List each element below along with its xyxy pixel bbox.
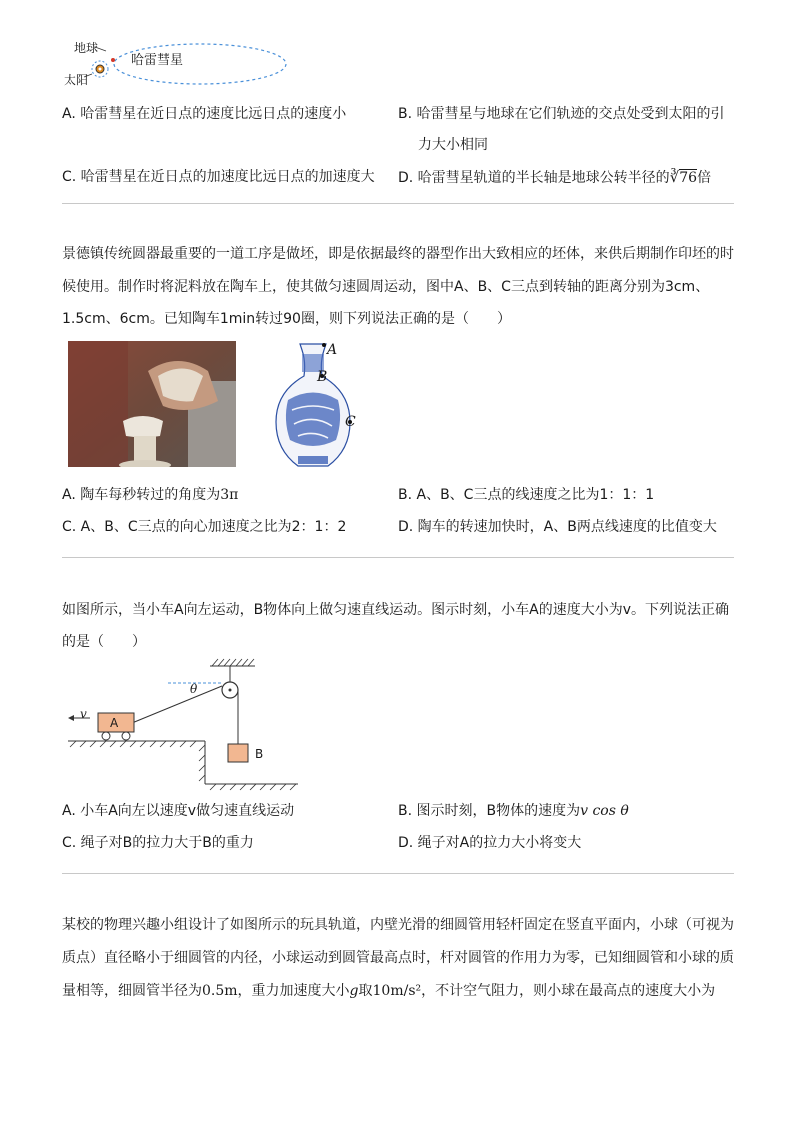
q4-stem-line1: 某校的物理兴趣小组设计了如图所示的玩具轨道，内壁光滑的细圆管用轻杆固定在竖直平面内，小球（可视为 bbox=[62, 917, 734, 933]
q1-option-b-line2: 力大小相同 bbox=[418, 137, 488, 153]
q1-option-d-suffix: 倍 bbox=[697, 170, 712, 186]
q3-label-v: v bbox=[80, 707, 87, 721]
q1-option-d: D. 哈雷彗星轨道的半长轴是地球公转半径的∛76倍 bbox=[398, 168, 712, 186]
point-a-marker bbox=[322, 343, 326, 347]
pottery-wheel-photo bbox=[68, 341, 236, 467]
q2-option-a-prefix: A. 陶车每秒转过的角度为 bbox=[62, 487, 221, 503]
vase-label-b: B bbox=[317, 369, 328, 385]
q3-option-b-math: v cos θ bbox=[580, 803, 629, 819]
q2-option-b: B. A、B、C三点的线速度之比为1：1：1 bbox=[398, 487, 655, 503]
q2-option-c: C. A、B、C三点的向心加速度之比为2：1：2 bbox=[62, 519, 347, 535]
q3-option-c: C. 绳子对B的拉力大于B的重力 bbox=[62, 835, 254, 851]
q4-stem-line3-b: ，重力加速度大小 bbox=[237, 983, 350, 999]
divider-1 bbox=[62, 203, 734, 204]
q1-option-d-prefix: D. 哈雷彗星轨道的半长轴是地球公转半径的 bbox=[398, 170, 670, 186]
divider-3 bbox=[62, 873, 734, 874]
q2-stem-line1: 景德镇传统圆器最重要的一道工序是做坯，即是依据最终的器型作出大致相应的坯体，来供后期制作印坯的时 bbox=[62, 246, 734, 262]
q4-radius-value: 0.5m bbox=[202, 983, 238, 999]
pulley-cart-figure bbox=[60, 656, 305, 792]
q3-option-b bbox=[398, 801, 629, 821]
divider-2 bbox=[62, 557, 734, 558]
q3-label-theta: θ bbox=[190, 682, 198, 696]
q3-label-a: A bbox=[110, 716, 119, 730]
comet-icon bbox=[111, 58, 115, 62]
q1-option-c: C. 哈雷彗星在近日点的加速度比远日点的加速度大 bbox=[62, 169, 375, 185]
earth-label: 地球 bbox=[74, 41, 99, 55]
q2-option-a bbox=[62, 485, 238, 505]
q4-stem-line2: 质点）直径略小于细圆管的内径，小球运动到圆管最高点时，杆对圆管的作用力为零，已知细圆管和小球的质 bbox=[62, 950, 734, 966]
q4-g-value: 10m/s² bbox=[372, 983, 422, 999]
q4-stem-line3 bbox=[62, 981, 715, 1001]
q1-option-a: A. 哈雷彗星在近日点的速度比远日点的速度小 bbox=[62, 106, 347, 122]
velocity-arrow-icon bbox=[68, 715, 74, 721]
q1-option-d-root: 76 bbox=[679, 170, 698, 186]
block-b bbox=[228, 744, 248, 762]
sun-label: 太阳 bbox=[64, 73, 89, 87]
q3-option-b-prefix: B. 图示时刻，B物体的速度为 bbox=[398, 803, 581, 819]
q2-stem-line3: 1.5cm、6cm。已知陶车1min转过90圈，则下列说法正确的是（ ） bbox=[62, 311, 511, 327]
q2-option-a-math: 3π bbox=[220, 487, 239, 503]
q3-label-b: B bbox=[255, 747, 264, 761]
q3-option-a: A. 小车A向左以速度v做匀速直线运动 bbox=[62, 803, 295, 819]
q3-option-d: D. 绳子对A的拉力大小将变大 bbox=[398, 835, 582, 851]
q2-option-d: D. 陶车的转速加快时，A、B两点线速度的比值变大 bbox=[398, 519, 717, 535]
q3-stem-line2: 的是（ ） bbox=[62, 634, 146, 650]
comet-label: 哈雷彗星 bbox=[131, 53, 184, 68]
q4-stem-line3-d: ，不计空气阻力，则小球在最高点的速度大小为 bbox=[421, 983, 716, 999]
vase-label-c: C bbox=[345, 414, 356, 430]
q1-option-b-line1: B. 哈雷彗星与地球在它们轨迹的交点处受到太阳的引 bbox=[398, 106, 725, 122]
q4-g-symbol: g bbox=[349, 983, 359, 999]
vase-figure bbox=[258, 340, 368, 470]
vase-label-a: A bbox=[327, 342, 338, 358]
q2-stem-line2: 候使用。制作时将泥料放在陶车上，使其做匀速圆周运动，图中A、B、C三点到转轴的距离分别为3cm、 bbox=[62, 279, 710, 295]
q4-stem-line3-a: 量相等，细圆管半径为 bbox=[62, 983, 202, 999]
q3-stem-line1: 如图所示，当小车A向左运动，B物体向上做匀速直线运动。图示时刻，小车A的速度大小为v。下列说法正确 bbox=[62, 602, 730, 618]
q4-stem-line3-c: 取 bbox=[358, 983, 373, 999]
